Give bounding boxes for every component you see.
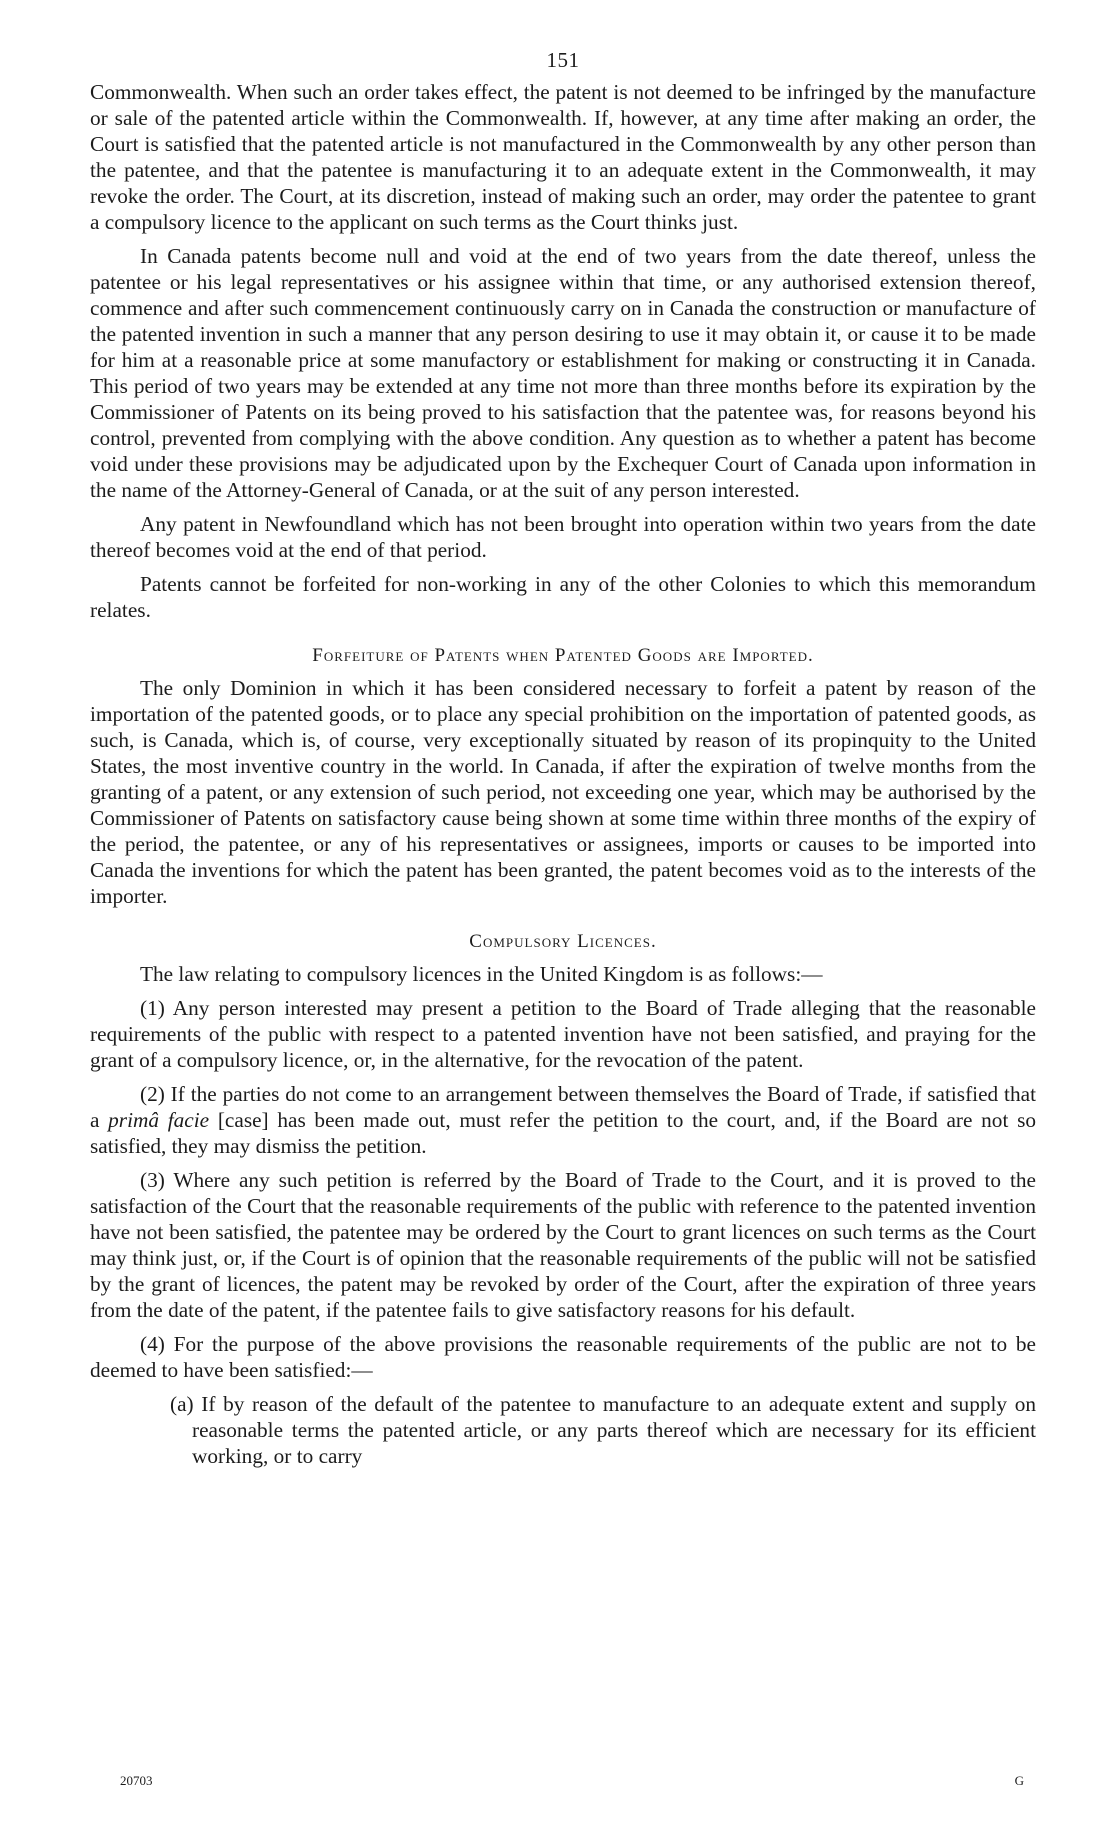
page-number: 151 xyxy=(546,48,580,72)
list-item-4: (4) For the purpose of the above provisions the reasonable requirements of the public are not to be deemed to have been satisfied:— xyxy=(90,1332,1036,1382)
paragraph-newfoundland: Any patent in Newfoundland which has not been brought into operation within two years from the date thereof becomes void at the end of that period. xyxy=(90,512,1036,562)
list-item-2 xyxy=(90,1081,1036,1159)
list-item-2-text-a: (2) If the parties do not come to an arrangement between themselves the Board of Trade, if satisfied that a xyxy=(90,1082,1036,1132)
list-item-2-italic: primâ facie xyxy=(108,1108,210,1132)
list-item-4a-text: If by reason of the default of the patentee to manufacture to an adequate extent and supply on reasonable terms the patented article, or any parts thereof which are necessary for its efficient working, or to carry xyxy=(192,1392,1036,1468)
paragraph-compulsory-intro: The law relating to compulsory licences in the United Kingdom is as follows:— xyxy=(140,962,823,986)
paragraph-canada-patents: In Canada patents become null and void at the end of two years from the date thereof, unless the patentee or his legal representatives or his assignee within that time, or any authorised extension thereof, commence and after such commencement continuously carry on in Canada the construction or manufacture of the patented invention in such a manner that any person desiring to use it may obtain it, or cause it to be made for him at a reasonable price at some manufactory or establishment for making or constructing it in Canada. This period of two years may be extended at any time not more than three months before its expiration by the Commissioner of Patents on its being proved to his satisfaction that the patentee was, for reasons beyond his control, prevented from complying with the above condition. Any question as to whether a patent has become void under these provisions may be adjudicated upon by the Exchequer Court of Canada upon information in the name of the Attorney-General of Canada, or at the suit of any person interested. xyxy=(90,244,1036,502)
heading-compulsory-licences: Compulsory Licences. xyxy=(469,931,657,952)
document-page xyxy=(90,48,1036,1477)
list-item-4a-label: (a) xyxy=(170,1392,194,1416)
list-item-3: (3) Where any such petition is referred by the Board of Trade to the Court, and it is proved to the satisfaction of the Court that the reasonable requirements of the public with reference to the patented invention have not been satisfied, the patentee may be ordered by the Court to grant licences on such terms as the Court may think just, or, if the Court is of opinion that the reasonable requirements of the public will not be satisfied by the grant of licences, the patent may be revoked by order of the Court, after the expiration of three years from the date of the patent, if the patentee fails to give satisfactory reasons for his default. xyxy=(90,1168,1036,1322)
list-item-1: (1) Any person interested may present a petition to the Board of Trade alleging that the reasonable requirements of the public with respect to a patented invention have not been satisfied, and praying for the grant of a compulsory licence, or, in the alternative, for the revocation of the patent. xyxy=(90,996,1036,1072)
footer-print-code: 20703 xyxy=(120,1773,153,1788)
list-item-4a xyxy=(170,1391,1036,1469)
page-footer xyxy=(120,1773,1024,1789)
footer-signature-mark: G xyxy=(1014,1773,1024,1788)
paragraph-other-colonies: Patents cannot be forfeited for non-working in any of the other Colonies to which this memorandum relates. xyxy=(90,572,1036,622)
heading-forfeiture: Forfeiture of Patents when Patented Goods are Imported. xyxy=(312,645,814,666)
list-item-2-text-b: [case] has been made out, must refer the petition to the court, and, if the Board are not so satisfied, they may dismiss the petition. xyxy=(90,1108,1037,1158)
paragraph-commonwealth: Commonwealth. When such an order takes effect, the patent is not deemed to be infringed by the manufacture or sale of the patented article within the Commonwealth. If, however, at any time after making an order, the Court is satisfied that the patented article is not manufactured in the Commonwealth by any other person than the patentee, and that the patentee is manufacturing it to an adequate extent in the Commonwealth, it may revoke the order. The Court, at its discretion, instead of making such an order, may order the patentee to grant a compulsory licence to the applicant on such terms as the Court thinks just. xyxy=(90,80,1036,234)
paragraph-forfeiture: The only Dominion in which it has been considered necessary to forfeit a patent by reason of the importation of the patented goods, or to place any special prohibition on the importation of patented goods, as such, is Canada, which is, of course, very exceptionally situated by reason of its propinquity to the United States, the most inventive country in the world. In Canada, if after the expiration of twelve months from the granting of a patent, or any extension of such period, not exceeding one year, which may be authorised by the Commissioner of Patents on satisfactory cause being shown at some time within three months of the expiry of the period, the patentee, or any of his representatives or assignees, imports or causes to be imported into Canada the inventions for which the patent has been granted, the patent becomes void as to the interests of the importer. xyxy=(90,676,1036,908)
